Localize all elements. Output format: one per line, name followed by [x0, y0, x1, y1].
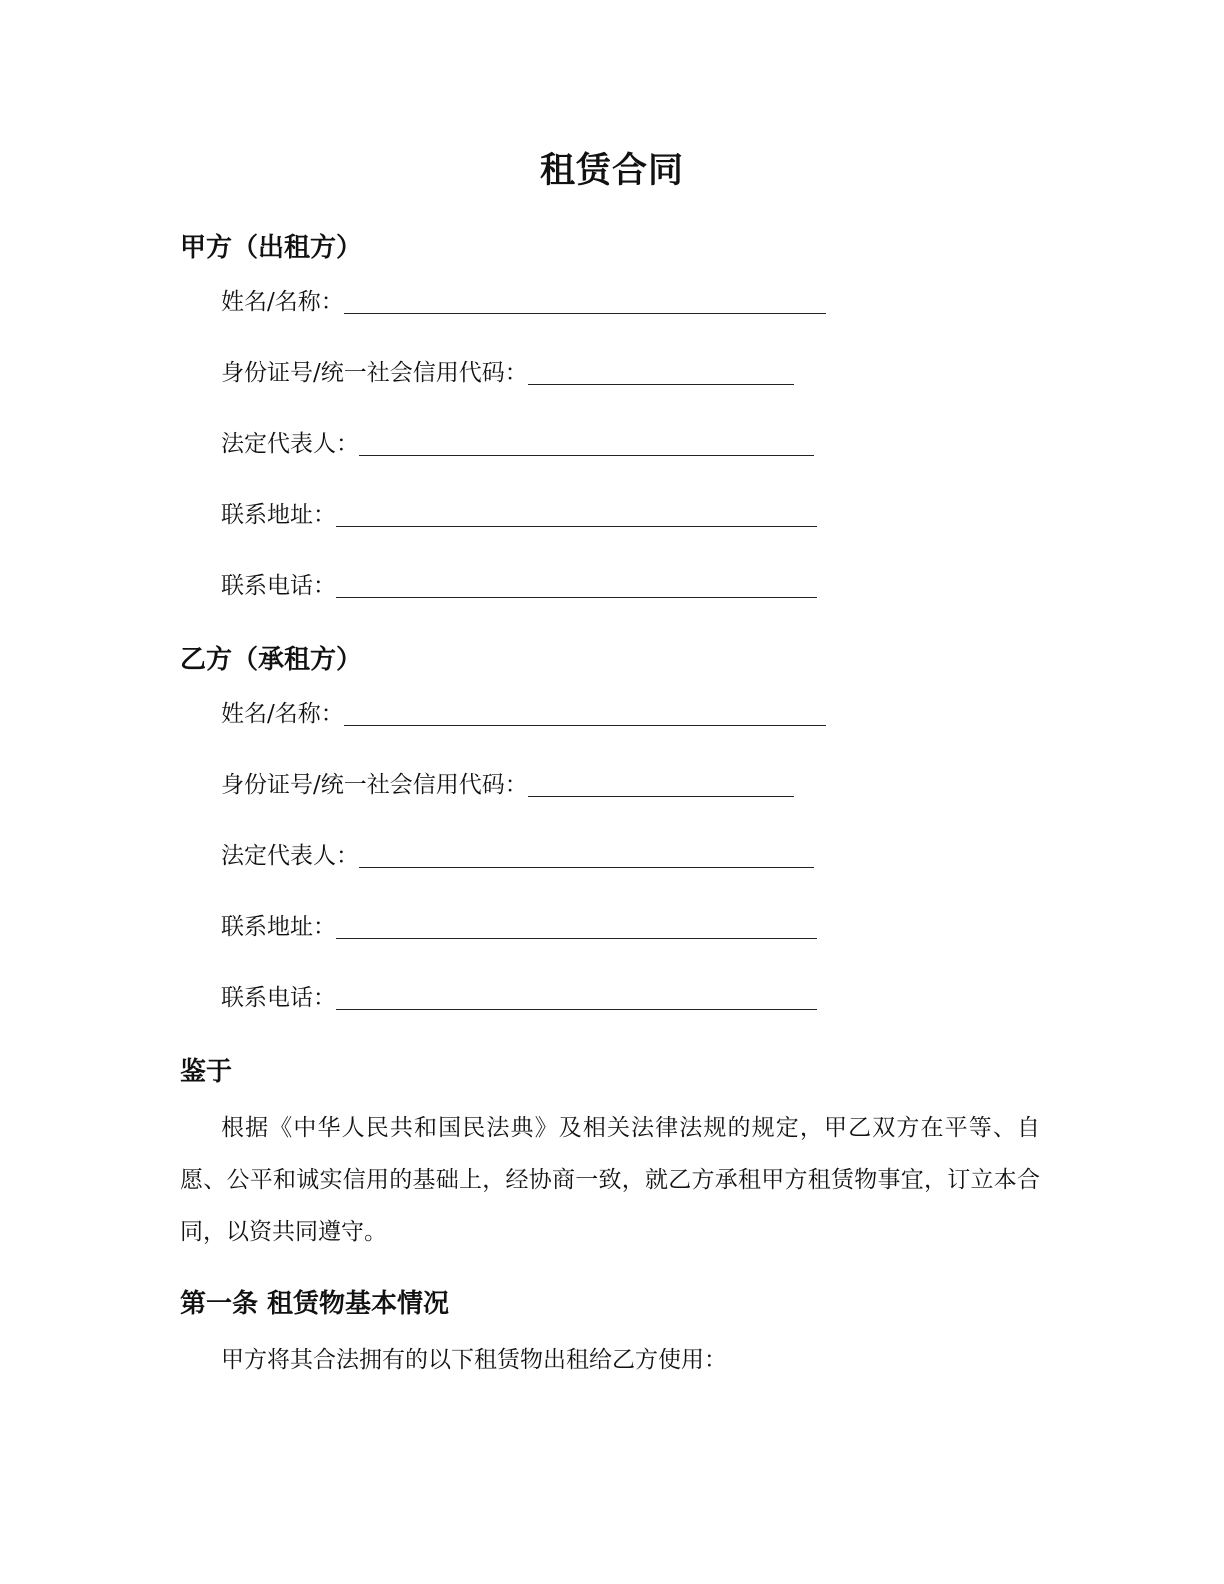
party-b-heading: 乙方（承租方）	[180, 645, 363, 675]
party-b-name-blank[interactable]	[344, 725, 826, 726]
party-b-address-field	[221, 907, 817, 943]
party-b-phone-field	[221, 978, 817, 1014]
party-b-address-label: 联系地址：	[221, 914, 336, 940]
party-b-address-blank[interactable]	[336, 938, 817, 939]
party-a-address-blank[interactable]	[336, 526, 817, 527]
party-b-id-label: 身份证号/统一社会信用代码：	[221, 772, 528, 798]
party-b-phone-label: 联系电话：	[221, 985, 336, 1011]
party-a-phone-field	[221, 566, 817, 602]
party-b-phone-blank[interactable]	[336, 1009, 817, 1010]
whereas-heading: 鉴于	[180, 1057, 233, 1087]
party-b-rep-field	[221, 836, 814, 872]
whereas-paragraph: 根据《中华人民共和国民法典》及相关法律法规的规定，甲乙双方在平等、自愿、公平和诚实信用的基础上，经协商一致，就乙方承租甲方租赁物事宜，订立本合同，以资共同遵守。	[180, 1115, 1040, 1245]
party-a-rep-field	[221, 424, 814, 460]
party-a-phone-label: 联系电话：	[221, 573, 336, 599]
party-a-id-label: 身份证号/统一社会信用代码：	[221, 360, 528, 386]
party-b-id-field	[221, 765, 794, 801]
party-b-name-label: 姓名/名称：	[221, 701, 344, 727]
party-a-id-blank[interactable]	[528, 384, 794, 385]
party-a-heading: 甲方（出租方）	[180, 233, 363, 263]
party-a-phone-blank[interactable]	[336, 597, 817, 598]
party-a-rep-blank[interactable]	[359, 455, 814, 456]
article-1-paragraph: 甲方将其合法拥有的以下租赁物出租给乙方使用：	[221, 1347, 727, 1373]
party-a-id-field	[221, 353, 794, 389]
party-a-name-field	[221, 282, 826, 318]
party-a-rep-label: 法定代表人：	[221, 431, 359, 457]
party-b-name-field	[221, 694, 826, 730]
party-a-address-field	[221, 495, 817, 531]
party-a-address-label: 联系地址：	[221, 502, 336, 528]
party-a-name-blank[interactable]	[344, 313, 826, 314]
party-b-rep-label: 法定代表人：	[221, 843, 359, 869]
party-b-id-blank[interactable]	[528, 796, 794, 797]
party-b-rep-blank[interactable]	[359, 867, 814, 868]
article-1-heading: 第一条 租赁物基本情况	[180, 1289, 450, 1319]
party-a-name-label: 姓名/名称：	[221, 289, 344, 315]
document-title: 租赁合同	[539, 151, 684, 191]
